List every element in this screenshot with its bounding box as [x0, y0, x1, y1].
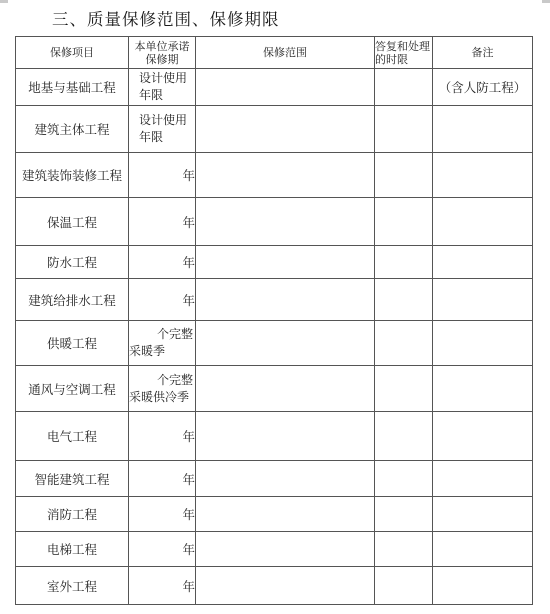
- page-title: 三、质量保修范围、保修期限: [52, 10, 280, 29]
- period-cell: 设计使用年限: [129, 69, 196, 106]
- remark-cell: [433, 567, 533, 605]
- period-cell: 年: [129, 461, 196, 497]
- scope-cell: [196, 246, 375, 279]
- period-cell: 年: [129, 279, 196, 321]
- table-row: [16, 461, 533, 497]
- item-cell: 室外工程: [16, 567, 129, 605]
- item-cell: 供暖工程: [16, 321, 129, 366]
- item-cell: 保温工程: [16, 198, 129, 246]
- scope-cell: [196, 321, 375, 366]
- table-row: [16, 279, 533, 321]
- remark-cell: [433, 366, 533, 412]
- period-cell: 年: [129, 153, 196, 198]
- period-cell: 年: [129, 497, 196, 532]
- remark-cell: [433, 106, 533, 153]
- scope-cell: [196, 153, 375, 198]
- remark-cell: [433, 246, 533, 279]
- remark-cell: [433, 412, 533, 461]
- period-line-2: 采暖季: [129, 344, 166, 358]
- table-row: [16, 246, 533, 279]
- response-cell: [375, 567, 433, 605]
- scope-cell: [196, 366, 375, 412]
- scope-cell: [196, 461, 375, 497]
- table-row: [16, 532, 533, 567]
- remark-cell: [433, 461, 533, 497]
- corner-mark-right: [542, 0, 550, 3]
- item-cell: 建筑装饰装修工程: [16, 153, 129, 198]
- scope-cell: [196, 532, 375, 567]
- scope-cell: [196, 279, 375, 321]
- header-response: 答复和处理的时限: [375, 37, 433, 69]
- item-cell: 智能建筑工程: [16, 461, 129, 497]
- warranty-table: [15, 36, 533, 605]
- scope-cell: [196, 106, 375, 153]
- header-remark: 备注: [433, 37, 533, 69]
- period-cell: 年: [129, 246, 196, 279]
- period-line-1: 个完整: [156, 372, 193, 387]
- header-item: 保修项目: [16, 37, 129, 69]
- response-cell: [375, 321, 433, 366]
- table-row: [16, 412, 533, 461]
- response-cell: [375, 412, 433, 461]
- table-row: [16, 497, 533, 532]
- period-line-2: 采暖供冷季: [129, 389, 190, 404]
- table-row: [16, 198, 533, 246]
- period-cell: 年: [129, 532, 196, 567]
- scope-cell: [196, 412, 375, 461]
- remark-cell: [433, 532, 533, 567]
- remark-cell: [433, 153, 533, 198]
- scope-cell: [196, 69, 375, 106]
- period-cell: 设计使用年限: [129, 106, 196, 153]
- response-cell: [375, 198, 433, 246]
- response-cell: [375, 461, 433, 497]
- table-row: [16, 321, 533, 366]
- period-line-1: 个完整: [156, 327, 193, 341]
- corner-mark-left: [0, 0, 8, 3]
- item-cell: 电气工程: [16, 412, 129, 461]
- item-cell: 建筑主体工程: [16, 106, 129, 153]
- table-row: [16, 567, 533, 605]
- response-cell: [375, 532, 433, 567]
- remark-cell: （含人防工程）: [433, 69, 533, 106]
- response-cell: [375, 279, 433, 321]
- remark-cell: [433, 279, 533, 321]
- item-cell: 通风与空调工程: [16, 366, 129, 412]
- scope-cell: [196, 198, 375, 246]
- response-cell: [375, 497, 433, 532]
- item-cell: 消防工程: [16, 497, 129, 532]
- table-row: [16, 69, 533, 106]
- item-cell: 防水工程: [16, 246, 129, 279]
- scope-cell: [196, 497, 375, 532]
- remark-cell: [433, 321, 533, 366]
- period-cell: [129, 321, 196, 366]
- header-period: 本单位承诺保修期: [129, 37, 196, 69]
- period-cell: 年: [129, 567, 196, 605]
- response-cell: [375, 366, 433, 412]
- response-cell: [375, 106, 433, 153]
- header-row: [16, 37, 533, 69]
- header-scope: 保修范围: [196, 37, 375, 69]
- period-cell: 年: [129, 412, 196, 461]
- table-row: [16, 366, 533, 412]
- response-cell: [375, 69, 433, 106]
- remark-cell: [433, 497, 533, 532]
- period-cell: [129, 366, 196, 412]
- period-cell: 年: [129, 198, 196, 246]
- item-cell: 电梯工程: [16, 532, 129, 567]
- response-cell: [375, 246, 433, 279]
- table-row: [16, 153, 533, 198]
- item-cell: 建筑给排水工程: [16, 279, 129, 321]
- table-row: [16, 106, 533, 153]
- item-cell: 地基与基础工程: [16, 69, 129, 106]
- scope-cell: [196, 567, 375, 605]
- response-cell: [375, 153, 433, 198]
- remark-cell: [433, 198, 533, 246]
